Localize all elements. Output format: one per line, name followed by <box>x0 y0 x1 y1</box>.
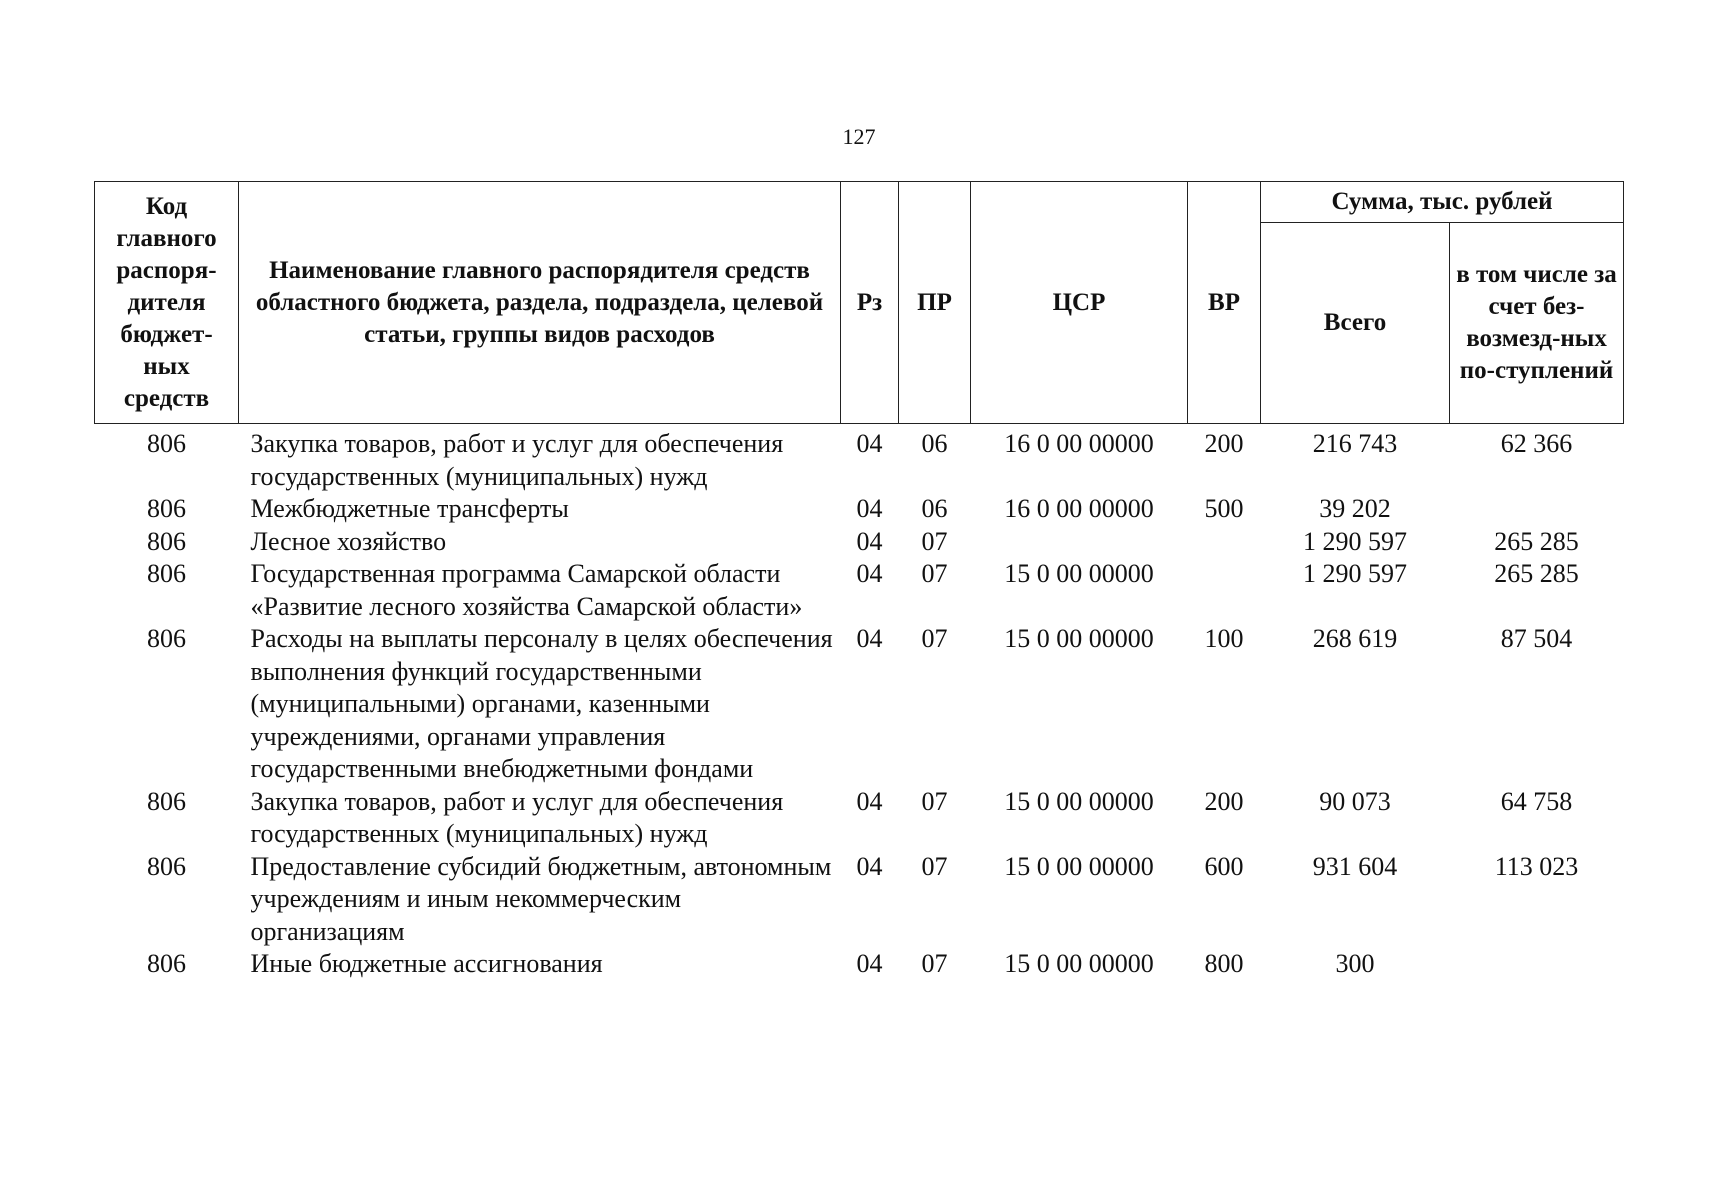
table-row <box>95 558 1624 623</box>
cell-gratuitous: 62 366 <box>1500 429 1573 458</box>
table-row <box>95 526 1624 559</box>
cell-pr: 07 <box>921 624 948 653</box>
cell-pr: 06 <box>921 494 948 523</box>
cell-code: 806 <box>147 526 186 556</box>
cell-code: 806 <box>147 559 186 588</box>
cell-gratuitous: 265 285 <box>1494 526 1579 556</box>
cell-total: 216 743 <box>1312 429 1398 458</box>
header-code: Код главного распоря-дителя бюджет-ных средств <box>95 182 239 424</box>
cell-csr: 15 0 00 00000 <box>1004 559 1154 588</box>
cell-pr: 07 <box>921 526 948 556</box>
table-row <box>95 623 1624 786</box>
cell-code: 806 <box>147 786 186 816</box>
table-body <box>95 424 1624 981</box>
cell-csr <box>971 526 1188 559</box>
cell-rz: 04 <box>856 526 883 556</box>
cell-rz: 04 <box>856 949 883 978</box>
cell-total: 268 619 <box>1312 624 1398 653</box>
header-csr: ЦСР <box>971 182 1188 424</box>
cell-rz: 04 <box>856 624 883 653</box>
cell-vr: 200 <box>1204 429 1244 458</box>
cell-name: Закупка товаров, работ и услуг для обеспечения государственных (муниципальных) нужд <box>250 786 784 848</box>
cell-name: Лесное хозяйство <box>250 526 447 556</box>
cell-csr: 16 0 00 00000 <box>1004 494 1154 523</box>
cell-total: 90 073 <box>1319 786 1391 816</box>
page-number: 127 <box>842 124 876 149</box>
header-sum-group: Сумма, тыс. рублей <box>1261 182 1624 223</box>
cell-pr: 07 <box>921 851 948 881</box>
cell-vr: 200 <box>1204 786 1244 816</box>
cell-gratuitous <box>1450 948 1624 981</box>
cell-total: 931 604 <box>1312 851 1398 881</box>
cell-name: Закупка товаров, работ и услуг для обеспечения государственных (муниципальных) нужд <box>250 429 784 491</box>
cell-gratuitous: 113 023 <box>1494 851 1579 881</box>
cell-vr <box>1188 526 1261 559</box>
table-row <box>95 493 1624 526</box>
cell-rz: 04 <box>856 786 883 816</box>
cell-name: Государственная программа Самарской области «Развитие лесного хозяйства Самарской области» <box>250 559 803 621</box>
cell-code: 806 <box>147 949 186 978</box>
table-row <box>95 948 1624 981</box>
cell-vr: 800 <box>1204 949 1244 978</box>
header-vr: ВР <box>1188 182 1261 424</box>
header-gratuitous: в том числе за счет без-возмезд-ных по-ступлений <box>1450 223 1624 424</box>
cell-rz: 04 <box>856 851 883 881</box>
cell-csr: 15 0 00 00000 <box>1004 624 1154 653</box>
cell-total: 1 290 597 <box>1303 526 1407 556</box>
cell-code: 806 <box>147 494 186 523</box>
cell-csr: 15 0 00 00000 <box>1004 949 1154 978</box>
cell-gratuitous: 87 504 <box>1500 624 1573 653</box>
cell-vr: 600 <box>1204 851 1244 881</box>
cell-rz: 04 <box>856 429 883 458</box>
cell-name: Предоставление субсидий бюджетным, автономным учреждениям и иным некоммерческим организациям <box>250 851 832 946</box>
cell-code: 806 <box>147 429 186 458</box>
table-header <box>95 182 1624 424</box>
cell-name: Иные бюджетные ассигнования <box>250 949 603 978</box>
cell-total: 1 290 597 <box>1303 559 1407 588</box>
table-row <box>95 851 1624 949</box>
table-row <box>95 786 1624 851</box>
cell-name: Расходы на выплаты персоналу в целях обеспечения выполнения функций государственными (муниципальными) органами, казенными учреждениями, органами управления государственными внебюджетными фондами <box>250 624 833 783</box>
cell-gratuitous: 265 285 <box>1494 559 1579 588</box>
cell-pr: 07 <box>921 786 948 816</box>
header-total: Всего <box>1261 223 1450 424</box>
cell-name: Межбюджетные трансферты <box>250 494 569 523</box>
cell-gratuitous <box>1450 493 1624 526</box>
cell-csr: 15 0 00 00000 <box>1004 851 1154 881</box>
cell-pr: 07 <box>921 559 948 588</box>
budget-table <box>94 181 1624 981</box>
cell-vr: 100 <box>1204 624 1244 653</box>
cell-vr: 500 <box>1204 494 1244 523</box>
cell-rz: 04 <box>856 494 883 523</box>
cell-code: 806 <box>147 851 186 881</box>
table-row <box>95 424 1624 494</box>
header-name: Наименование главного распорядителя средств областного бюджета, раздела, подраздела, целевой статьи, группы видов расходов <box>239 182 841 424</box>
cell-csr: 15 0 00 00000 <box>1004 786 1154 816</box>
cell-code: 806 <box>147 624 186 653</box>
cell-gratuitous: 64 758 <box>1500 786 1573 816</box>
cell-total: 39 202 <box>1319 494 1391 523</box>
cell-vr <box>1188 558 1261 623</box>
header-rz: Рз <box>841 182 899 424</box>
header-pr: ПР <box>899 182 971 424</box>
cell-csr: 16 0 00 00000 <box>1004 429 1154 458</box>
cell-rz: 04 <box>856 559 883 588</box>
cell-pr: 06 <box>921 429 948 458</box>
cell-pr: 07 <box>921 949 948 978</box>
cell-total: 300 <box>1335 949 1375 978</box>
